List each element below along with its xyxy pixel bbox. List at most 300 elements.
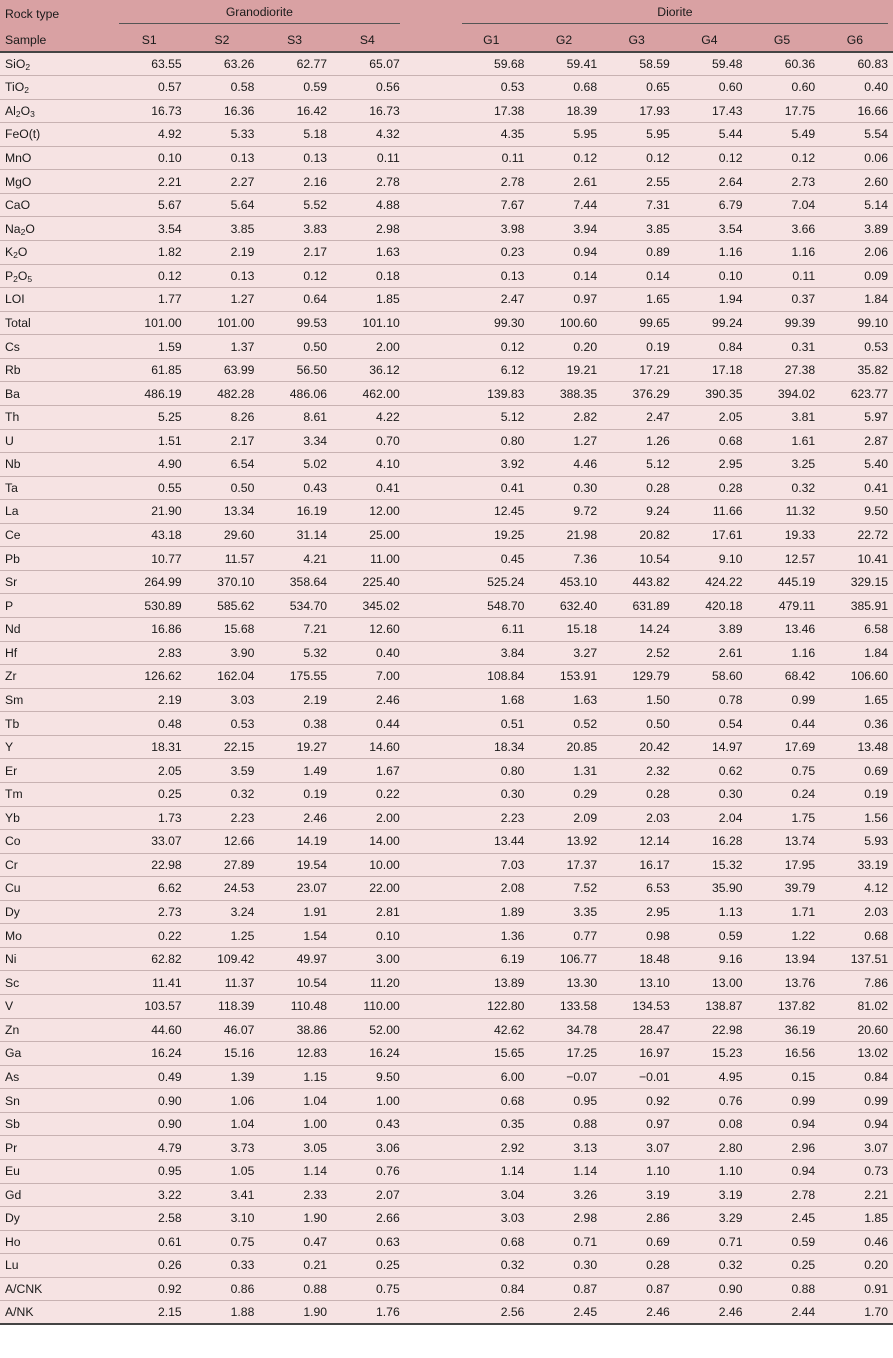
row-label-text: Ni <box>5 952 17 967</box>
table-cell: 0.88 <box>791 1282 816 1297</box>
table-cell: 1.67 <box>376 763 400 778</box>
table-cell: 0.80 <box>500 763 525 778</box>
row-label-text: Tb <box>5 716 20 731</box>
table-cell: 39.79 <box>784 881 816 896</box>
table-cell: 8.61 <box>303 410 328 425</box>
table-cell: 16.17 <box>639 857 670 872</box>
table-cell: 0.68 <box>864 928 888 943</box>
table-cell: 525.24 <box>487 575 525 590</box>
table-cell: 2.16 <box>303 174 328 189</box>
table-row <box>0 1065 893 1089</box>
table-cell: 2.33 <box>303 1187 328 1202</box>
column-gap <box>405 618 457 642</box>
table-row <box>0 1230 893 1254</box>
table-cell: 2.92 <box>500 1140 525 1155</box>
table-cell: 0.09 <box>864 268 888 283</box>
table-cell: 122.80 <box>487 999 525 1014</box>
row-label-text: Er <box>5 763 18 778</box>
table-cell: 15.65 <box>493 1046 525 1061</box>
table-cell: 63.99 <box>223 363 255 378</box>
table-cell: 0.45 <box>500 551 525 566</box>
table-row <box>0 900 893 924</box>
table-cell: 0.13 <box>303 151 328 166</box>
table-cell: 62.77 <box>296 57 328 72</box>
table-cell: 2.03 <box>646 810 670 825</box>
table-cell: 2.44 <box>791 1305 816 1320</box>
table-cell: 2.83 <box>157 645 182 660</box>
row-label <box>0 1207 114 1231</box>
column-gap <box>405 1042 457 1066</box>
table-row <box>0 311 893 335</box>
table-cell: 16.28 <box>712 834 743 849</box>
row-label <box>0 1136 114 1160</box>
table-cell: 1.16 <box>791 245 816 260</box>
table-cell: 49.97 <box>296 952 328 967</box>
table-cell: 1.31 <box>573 763 598 778</box>
table-cell: 3.85 <box>230 221 255 236</box>
table-row <box>0 453 893 477</box>
row-label <box>0 264 114 288</box>
column-gap <box>405 288 457 312</box>
row-label <box>0 759 114 783</box>
table-cell: 1.61 <box>791 433 816 448</box>
table-row <box>0 241 893 265</box>
table-cell: 6.79 <box>718 198 743 213</box>
row-label-text: MnO <box>5 151 32 166</box>
table-row <box>0 877 893 901</box>
table-cell: 0.10 <box>376 928 400 943</box>
table-row <box>0 712 893 736</box>
row-label <box>0 712 114 736</box>
table-cell: 12.14 <box>639 834 670 849</box>
table-cell: 0.30 <box>718 787 743 802</box>
table-cell: 2.60 <box>864 174 888 189</box>
table-cell: 3.03 <box>500 1211 525 1226</box>
table-cell: 0.06 <box>864 151 888 166</box>
row-label <box>0 806 114 830</box>
table-cell: 21.90 <box>151 504 182 519</box>
table-cell: 1.71 <box>791 905 816 920</box>
table-cell: 13.30 <box>566 975 598 990</box>
table-cell: 3.92 <box>500 457 525 472</box>
table-cell: 0.75 <box>791 763 816 778</box>
table-cell: 101.00 <box>144 315 182 330</box>
table-cell: 13.00 <box>712 975 743 990</box>
table-cell: 2.78 <box>500 174 525 189</box>
table-cell: 12.83 <box>296 1046 328 1061</box>
table-cell: 0.30 <box>573 1258 598 1273</box>
table-cell: 0.88 <box>303 1282 328 1297</box>
table-cell: 15.32 <box>712 857 743 872</box>
table-cell: 0.98 <box>646 928 670 943</box>
table-cell: 20.85 <box>566 740 598 755</box>
table-cell: 3.05 <box>303 1140 328 1155</box>
row-label-text: Tm <box>5 787 23 802</box>
table-cell: 101.00 <box>217 315 255 330</box>
table-cell: 0.61 <box>157 1234 182 1249</box>
table-cell: 17.61 <box>712 528 743 543</box>
table-cell: 1.63 <box>376 245 400 260</box>
column-gap <box>405 429 457 453</box>
table-cell: 0.86 <box>230 1282 255 1297</box>
table-cell: 2.21 <box>864 1187 888 1202</box>
table-cell: 0.78 <box>718 692 743 707</box>
table-cell: 0.35 <box>500 1117 525 1132</box>
table-cell: 19.54 <box>296 857 328 872</box>
row-label <box>0 123 114 147</box>
table-cell: 1.25 <box>230 928 255 943</box>
table-cell: 17.25 <box>566 1046 598 1061</box>
table-cell: 0.56 <box>376 80 400 95</box>
table-cell: 7.44 <box>573 198 598 213</box>
table-cell: 63.26 <box>223 57 255 72</box>
row-label-subscript: 2 <box>20 226 26 237</box>
table-cell: 4.22 <box>376 410 400 425</box>
table-cell: 52.00 <box>369 1022 400 1037</box>
table-cell: 35.90 <box>712 881 743 896</box>
table-cell: 101.10 <box>362 315 400 330</box>
table-cell: 1.76 <box>376 1305 400 1320</box>
row-label-text: Zr <box>5 669 17 684</box>
table-cell: 462.00 <box>362 386 400 401</box>
column-gap <box>405 335 457 359</box>
column-gap <box>405 1301 457 1325</box>
table-cell: 2.86 <box>646 1211 670 1226</box>
row-label-text: Lu <box>5 1258 19 1273</box>
table-row <box>0 759 893 783</box>
table-cell: 109.42 <box>217 952 255 967</box>
table-cell: 13.94 <box>784 952 816 967</box>
table-cell: 0.12 <box>500 339 525 354</box>
table-cell: 2.08 <box>500 881 525 896</box>
table-cell: 5.02 <box>303 457 328 472</box>
table-row <box>0 924 893 948</box>
sample-header: G5 <box>748 28 821 52</box>
table-cell: 2.61 <box>718 645 743 660</box>
row-label-text: Cr <box>5 857 18 872</box>
table-cell: 2.98 <box>573 1211 598 1226</box>
table-cell: 3.27 <box>573 645 598 660</box>
row-label <box>0 429 114 453</box>
table-cell: 2.19 <box>303 692 328 707</box>
table-cell: 31.14 <box>296 528 328 543</box>
column-gap <box>405 405 457 429</box>
table-cell: 20.42 <box>639 740 670 755</box>
row-label <box>0 830 114 854</box>
table-cell: 6.58 <box>864 622 888 637</box>
table-cell: 1.84 <box>864 292 888 307</box>
table-cell: 3.13 <box>573 1140 598 1155</box>
row-label-text: Sr <box>5 575 18 590</box>
table-cell: 126.62 <box>144 669 182 684</box>
table-cell: 2.52 <box>646 645 670 660</box>
row-label-text: Dy <box>5 905 20 920</box>
table-cell: 14.24 <box>639 622 670 637</box>
table-cell: 0.14 <box>573 268 598 283</box>
row-label <box>0 382 114 406</box>
row-label-text: Cu <box>5 881 21 896</box>
table-cell: 0.99 <box>864 1093 888 1108</box>
table-row <box>0 217 893 241</box>
table-cell: 38.86 <box>296 1022 328 1037</box>
table-cell: 1.26 <box>646 433 670 448</box>
table-cell: 1.27 <box>230 292 255 307</box>
row-label-text: V <box>5 999 14 1014</box>
row-label <box>0 523 114 547</box>
table-cell: 0.26 <box>157 1258 182 1273</box>
table-cell: 486.06 <box>289 386 328 401</box>
table-cell: 18.48 <box>639 952 670 967</box>
table-cell: 99.30 <box>493 315 525 330</box>
table-cell: 453.10 <box>559 575 598 590</box>
table-cell: 1.88 <box>230 1305 255 1320</box>
row-label <box>0 241 114 265</box>
rock-type-label: Rock type <box>0 0 114 28</box>
table-cell: 1.56 <box>864 810 888 825</box>
table-cell: 370.10 <box>217 575 255 590</box>
table-cell: 16.66 <box>857 103 888 118</box>
table-cell: 376.29 <box>632 386 670 401</box>
column-gap <box>405 665 457 689</box>
table-cell: 0.80 <box>500 433 525 448</box>
table-cell: 2.56 <box>500 1305 525 1320</box>
table-cell: 19.25 <box>493 528 525 543</box>
table-cell: 0.94 <box>791 1117 816 1132</box>
table-cell: 46.07 <box>223 1022 255 1037</box>
table-cell: 0.20 <box>864 1258 888 1273</box>
row-label <box>0 570 114 594</box>
row-label-text: Co <box>5 834 21 849</box>
row-label-text: Ga <box>5 1046 22 1061</box>
table-cell: 18.34 <box>493 740 525 755</box>
table-cell: 225.40 <box>362 575 400 590</box>
table-cell: 0.40 <box>376 645 400 660</box>
table-cell: 0.76 <box>718 1093 743 1108</box>
table-cell: 44.60 <box>151 1022 182 1037</box>
table-cell: 11.32 <box>785 504 816 519</box>
table-cell: 0.41 <box>500 480 525 495</box>
table-cell: 0.90 <box>157 1093 182 1108</box>
table-cell: 12.45 <box>493 504 525 519</box>
column-gap <box>405 193 457 217</box>
table-cell: 99.24 <box>712 315 743 330</box>
row-label <box>0 500 114 524</box>
table-cell: 1.54 <box>303 928 328 943</box>
row-label-text: Nb <box>5 457 21 472</box>
table-cell: 0.50 <box>303 339 328 354</box>
table-cell: 0.87 <box>573 1282 598 1297</box>
table-cell: 3.03 <box>230 692 255 707</box>
row-label <box>0 688 114 712</box>
table-cell: 0.28 <box>646 1258 670 1273</box>
table-cell: 530.89 <box>144 598 182 613</box>
table-cell: 1.49 <box>303 763 328 778</box>
table-cell: 424.22 <box>705 575 743 590</box>
table-cell: 1.65 <box>646 292 670 307</box>
column-gap <box>405 1230 457 1254</box>
table-cell: 0.50 <box>230 480 255 495</box>
table-cell: 11.57 <box>224 551 255 566</box>
table-row <box>0 1183 893 1207</box>
table-cell: 0.28 <box>646 787 670 802</box>
table-cell: 5.97 <box>864 410 888 425</box>
row-label-text: Sn <box>5 1093 20 1108</box>
table-cell: 1.14 <box>500 1164 525 1179</box>
table-cell: 2.73 <box>791 174 816 189</box>
table-cell: 61.85 <box>151 363 182 378</box>
sample-header: G1 <box>457 28 530 52</box>
column-gap <box>405 1089 457 1113</box>
table-cell: 0.22 <box>157 928 182 943</box>
table-cell: 0.43 <box>376 1117 400 1132</box>
table-cell: 0.38 <box>303 716 328 731</box>
table-row <box>0 405 893 429</box>
column-gap <box>405 1136 457 1160</box>
table-row <box>0 335 893 359</box>
table-cell: −0.01 <box>638 1069 670 1084</box>
column-gap <box>405 1207 457 1231</box>
row-label <box>0 146 114 170</box>
table-cell: 20.60 <box>857 1022 888 1037</box>
table-cell: 0.59 <box>303 80 328 95</box>
table-cell: 0.54 <box>718 716 743 731</box>
table-cell: 2.07 <box>376 1187 400 1202</box>
table-cell: 2.87 <box>864 433 888 448</box>
row-label <box>0 947 114 971</box>
table-cell: 28.47 <box>639 1022 670 1037</box>
table-cell: 9.50 <box>864 504 888 519</box>
table-cell: 0.63 <box>376 1234 400 1249</box>
row-label-text: Nd <box>5 622 21 637</box>
column-gap <box>405 500 457 524</box>
table-cell: 10.54 <box>296 975 328 990</box>
column-gap <box>405 99 457 123</box>
row-label <box>0 924 114 948</box>
table-cell: 2.27 <box>230 174 255 189</box>
table-cell: 1.14 <box>303 1164 328 1179</box>
table-cell: 4.46 <box>573 457 598 472</box>
table-cell: 2.61 <box>573 174 598 189</box>
table-cell: 394.02 <box>777 386 816 401</box>
table-cell: 2.21 <box>157 174 182 189</box>
column-gap <box>405 76 457 100</box>
table-cell: 7.03 <box>500 857 525 872</box>
table-cell: 16.19 <box>296 504 328 519</box>
table-cell: 0.44 <box>791 716 816 731</box>
table-cell: 0.69 <box>646 1234 670 1249</box>
table-cell: 388.35 <box>559 386 598 401</box>
row-label-subscript: 2 <box>13 250 18 261</box>
table-cell: 0.65 <box>646 80 670 95</box>
table-cell: 1.14 <box>573 1164 598 1179</box>
row-label <box>0 995 114 1019</box>
table-cell: 0.13 <box>500 268 525 283</box>
table-cell: 0.49 <box>157 1069 182 1084</box>
table-cell: 0.53 <box>864 339 888 354</box>
table-cell: 0.12 <box>791 151 816 166</box>
row-label-text: Sc <box>5 975 20 990</box>
table-cell: 1.82 <box>157 245 182 260</box>
table-cell: 0.44 <box>376 716 400 731</box>
table-cell: 4.92 <box>157 127 182 142</box>
table-cell: 0.88 <box>573 1117 598 1132</box>
table-cell: 1.63 <box>573 692 598 707</box>
table-cell: 139.83 <box>487 386 525 401</box>
table-cell: 0.25 <box>157 787 182 802</box>
table-cell: 33.19 <box>857 857 888 872</box>
table-cell: 1.36 <box>500 928 525 943</box>
column-gap <box>405 735 457 759</box>
table-cell: 13.44 <box>493 834 525 849</box>
table-row <box>0 1136 893 1160</box>
table-cell: 13.34 <box>223 504 255 519</box>
row-label-text: Zn <box>5 1022 20 1037</box>
table-cell: 2.45 <box>573 1305 598 1320</box>
table-cell: 0.60 <box>718 80 743 95</box>
table-cell: 0.08 <box>718 1117 743 1132</box>
sample-header: G6 <box>820 28 893 52</box>
table-cell: 0.19 <box>646 339 670 354</box>
table-row <box>0 382 893 406</box>
table-cell: 106.77 <box>559 952 598 967</box>
table-cell: 0.64 <box>303 292 328 307</box>
table-row <box>0 853 893 877</box>
table-cell: 62.82 <box>151 952 182 967</box>
row-label-subscript: 2 <box>25 62 31 73</box>
table-cell: 5.95 <box>573 127 598 142</box>
table-cell: 1.16 <box>791 645 816 660</box>
table-cell: 3.07 <box>864 1140 888 1155</box>
column-gap <box>405 641 457 665</box>
table-row <box>0 1112 893 1136</box>
table-cell: 0.68 <box>500 1093 525 1108</box>
table-cell: 0.20 <box>573 339 598 354</box>
column-gap <box>405 382 457 406</box>
column-gap <box>405 853 457 877</box>
sample-header: S4 <box>332 28 405 52</box>
table-cell: 162.04 <box>217 669 255 684</box>
table-cell: 3.98 <box>500 221 525 236</box>
table-cell: 17.18 <box>712 363 743 378</box>
table-row <box>0 523 893 547</box>
table-cell: 0.68 <box>500 1234 525 1249</box>
row-label <box>0 1018 114 1042</box>
table-cell: 0.95 <box>157 1164 182 1179</box>
sample-header: S3 <box>259 28 332 52</box>
table-cell: 2.55 <box>646 174 670 189</box>
row-label-text: P <box>5 268 14 283</box>
table-cell: 60.36 <box>784 57 816 72</box>
column-gap <box>405 123 457 147</box>
table-cell: 0.19 <box>864 787 888 802</box>
table-cell: 16.56 <box>784 1046 816 1061</box>
table-cell: 2.66 <box>376 1211 400 1226</box>
table-cell: 1.04 <box>303 1093 328 1108</box>
table-cell: 0.92 <box>646 1093 670 1108</box>
table-cell: 0.12 <box>646 151 670 166</box>
table-cell: 137.82 <box>777 999 816 1014</box>
table-cell: 7.31 <box>646 198 670 213</box>
row-label <box>0 594 114 618</box>
row-label-text: Th <box>5 410 20 425</box>
row-label <box>0 1301 114 1325</box>
sample-header: S2 <box>187 28 260 52</box>
sample-header-row <box>0 28 893 52</box>
table-cell: 17.69 <box>784 740 816 755</box>
row-label <box>0 288 114 312</box>
table-row <box>0 782 893 806</box>
table-cell: 0.47 <box>303 1234 328 1249</box>
